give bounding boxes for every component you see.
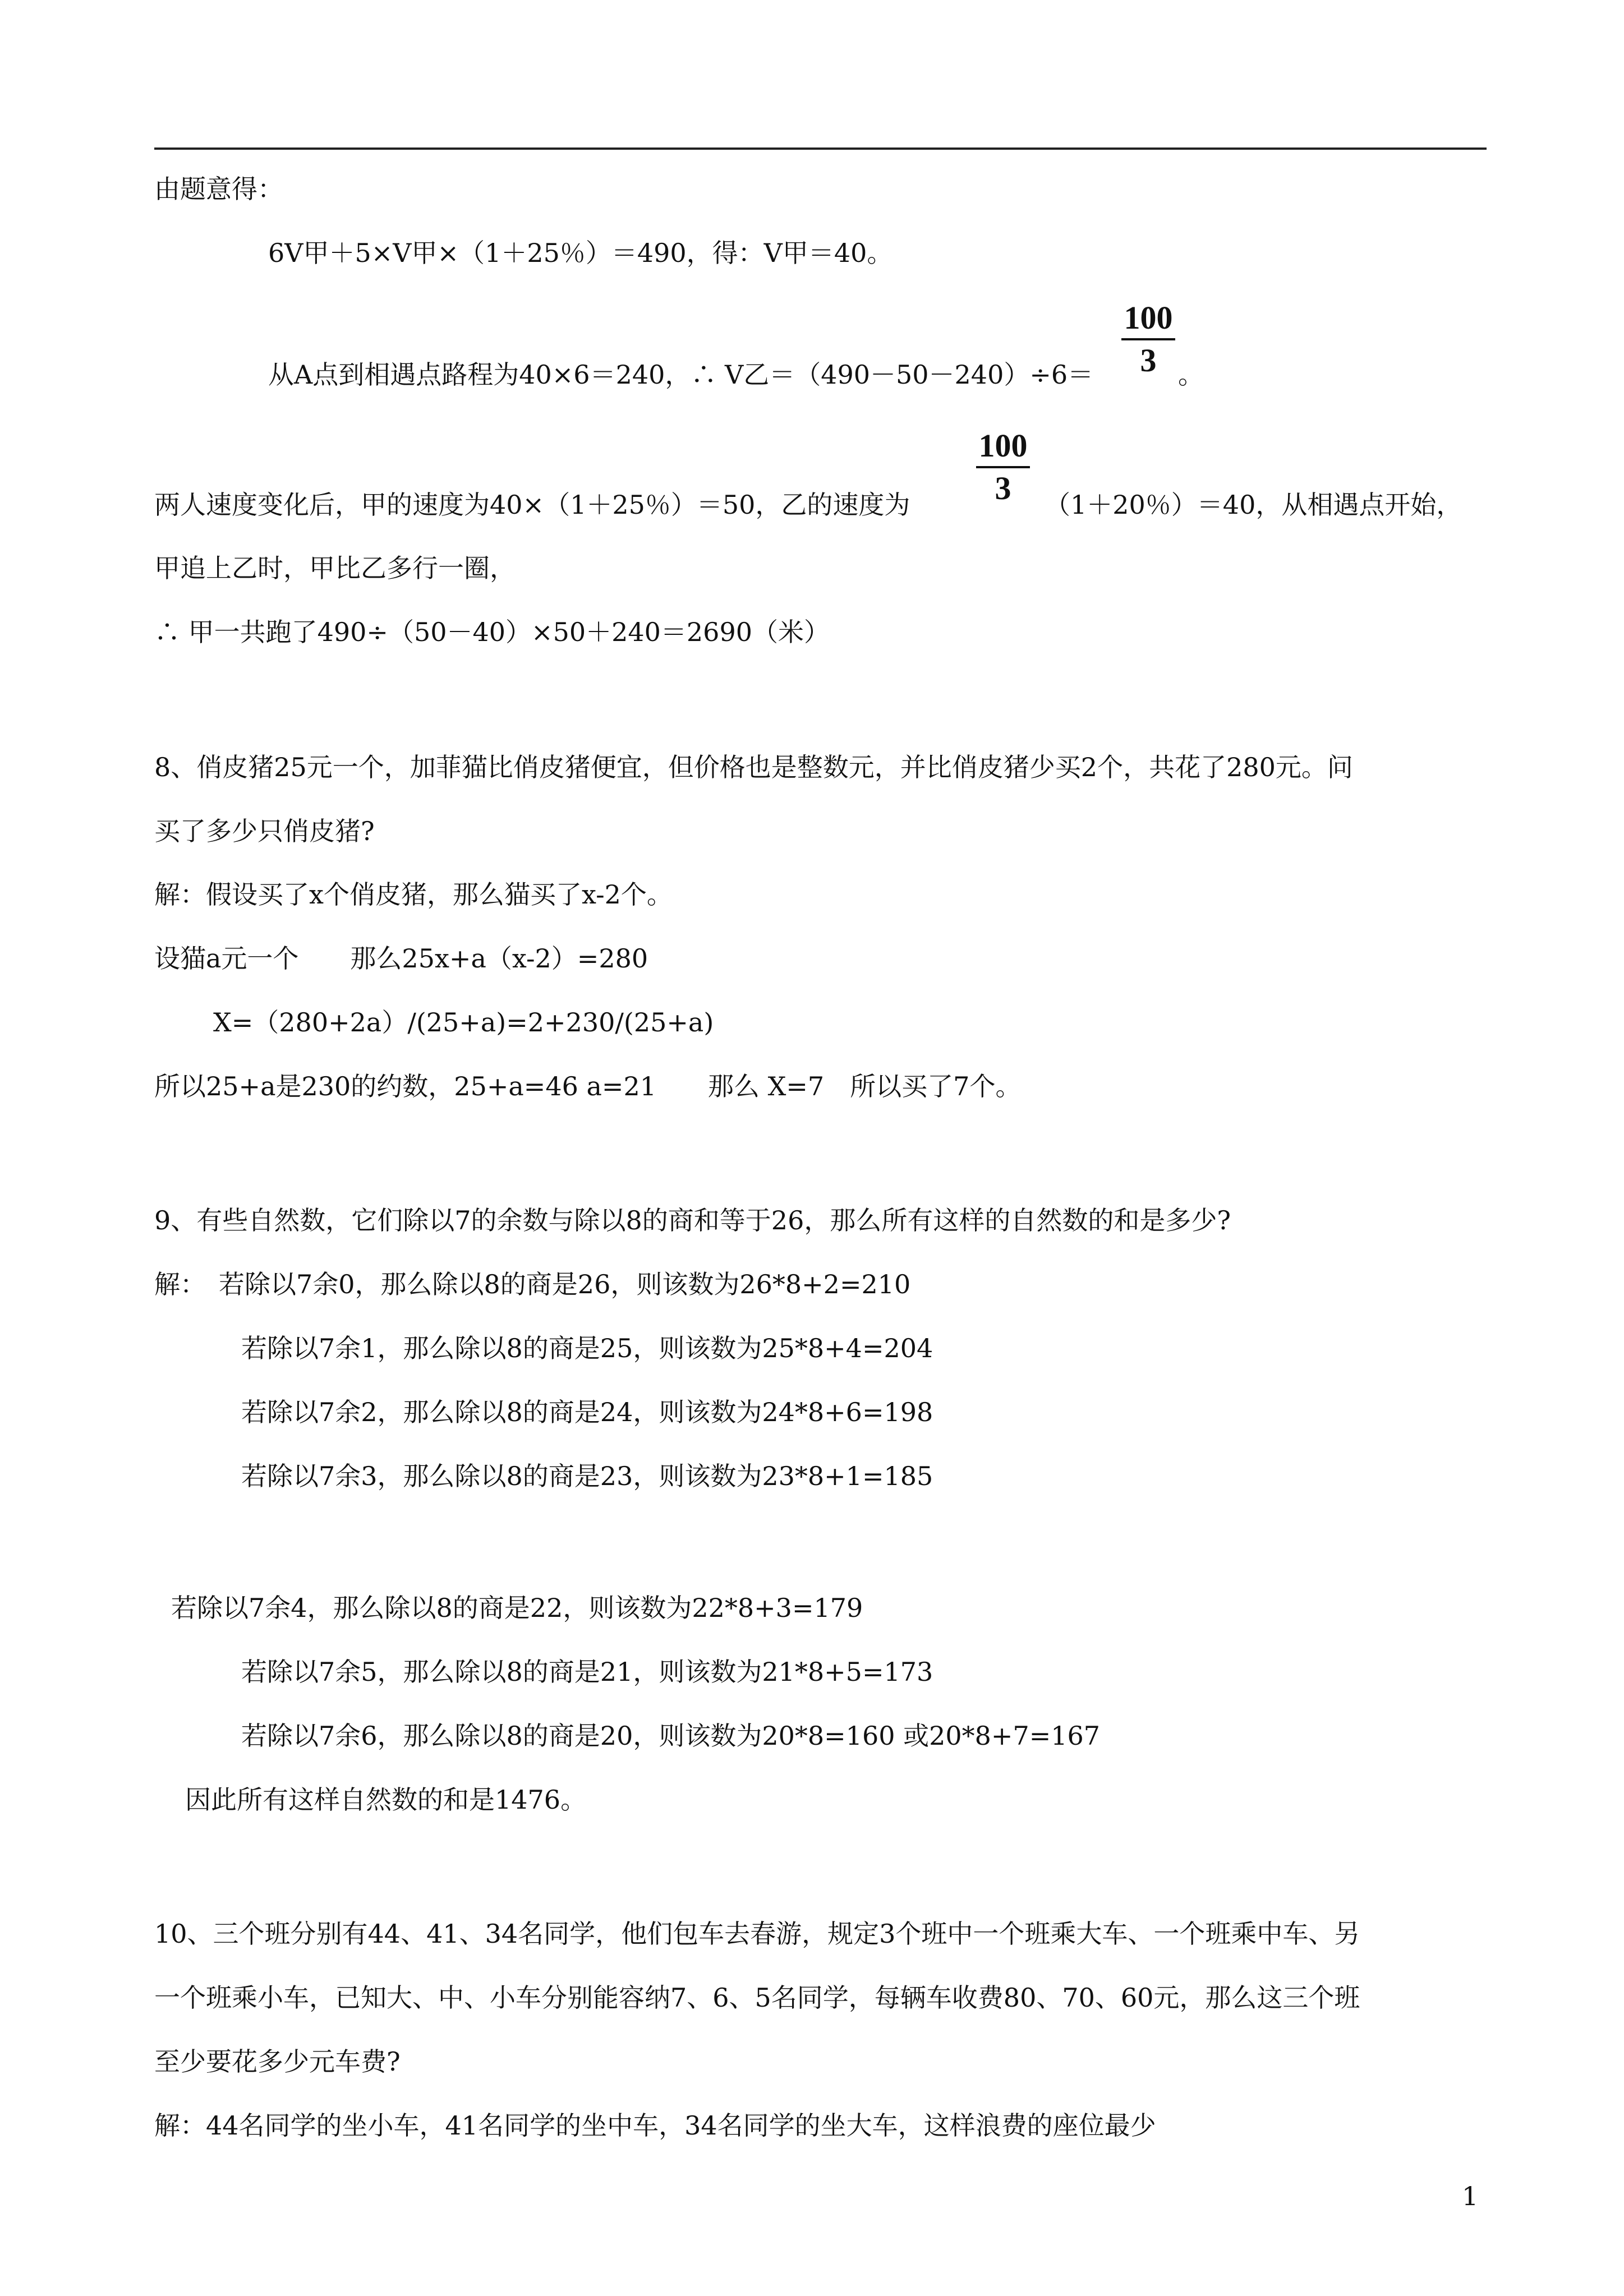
- fraction-bar: [976, 466, 1030, 468]
- fraction-100-over-3: [976, 428, 1030, 506]
- text-line: 一个班乘小车，已知大、中、小车分别能容纳7、6、5名同学，每辆车收费80、70、60元，那么这三个班: [154, 1983, 1360, 2013]
- text-line: 若除以7余3，那么除以8的商是23，则该数为23*8+1=185: [241, 1461, 933, 1491]
- text-line: （1＋20％）＝40，从相遇点开始，: [1045, 490, 1462, 520]
- fraction-numerator: 100: [1124, 299, 1173, 336]
- text-line: 6V甲＋5×V甲×（1＋25％）＝490，得：V甲＝40。: [268, 238, 893, 268]
- fraction-denominator: 3: [995, 470, 1011, 506]
- text-line: 解：假设买了x个俏皮猪，那么猫买了x-2个。: [154, 879, 673, 910]
- text-line: 至少要花多少元车费?: [154, 2046, 401, 2077]
- text-line: 10、三个班分别有44、41、34名同学，他们包车去春游，规定3个班中一个班乘大车、一个班乘中车、另: [154, 1919, 1360, 1949]
- text-line: 所以25+a是230的约数，25+a=46 a=21 那么 X=7 所以买了7个。: [154, 1071, 1022, 1101]
- text-line: 若除以7余4，那么除以8的商是22，则该数为22*8+3=179: [171, 1593, 863, 1623]
- text-line: 甲追上乙时，甲比乙多行一圈，: [154, 553, 516, 583]
- text-line: 因此所有这样自然数的和是1476。: [185, 1785, 587, 1815]
- text-line: 若除以7余2，那么除以8的商是24，则该数为24*8+6=198: [241, 1397, 933, 1427]
- text-line: 若除以7余1，那么除以8的商是25，则该数为25*8+4=204: [241, 1333, 933, 1363]
- text-line: ∴ 甲一共跑了490÷（50－40）×50＋240＝2690（米）: [154, 617, 830, 647]
- text-line: 买了多少只俏皮猪?: [154, 816, 375, 846]
- text-line: 两人速度变化后，甲的速度为40×（1＋25％）＝50，乙的速度为: [154, 490, 910, 520]
- text-line: 若除以7余5，那么除以8的商是21，则该数为21*8+5=173: [241, 1657, 933, 1687]
- fraction-denominator: 3: [1140, 342, 1157, 379]
- fraction-bar: [1121, 338, 1175, 340]
- text-line: 设猫a元一个 那么25x+a（x-2）=280: [154, 943, 648, 974]
- text-line: 。: [1178, 359, 1204, 390]
- header-rule: [154, 147, 1487, 150]
- text-line: 8、俏皮猪25元一个，加菲猫比俏皮猪便宜，但价格也是整数元，并比俏皮猪少买2个，共花了280元。问: [154, 752, 1353, 782]
- text-line: 9、有些自然数，它们除以7的余数与除以8的商和等于26，那么所有这样的自然数的和是多少?: [154, 1205, 1231, 1235]
- text-line: 由题意得：: [154, 174, 283, 204]
- page-number: 1: [1462, 2181, 1479, 2211]
- text-line: 若除以7余6，那么除以8的商是20，则该数为20*8=160 或20*8+7=167: [241, 1721, 1101, 1751]
- text-line: 解：44名同学的坐小车，41名同学的坐中车，34名同学的坐大车，这样浪费的座位最少: [154, 2110, 1156, 2141]
- text-line: X=（280+2a）/(25+a)=2+230/(25+a): [213, 1007, 714, 1038]
- fraction-numerator: 100: [978, 427, 1028, 464]
- text-line: 从A点到相遇点路程为40×6＝240，∴ V乙＝（490－50－240）÷6＝: [268, 359, 1094, 390]
- fraction-100-over-3: [1121, 300, 1175, 379]
- text-line: 解： 若除以7余0，那么除以8的商是26，则该数为26*8+2=210: [154, 1269, 911, 1299]
